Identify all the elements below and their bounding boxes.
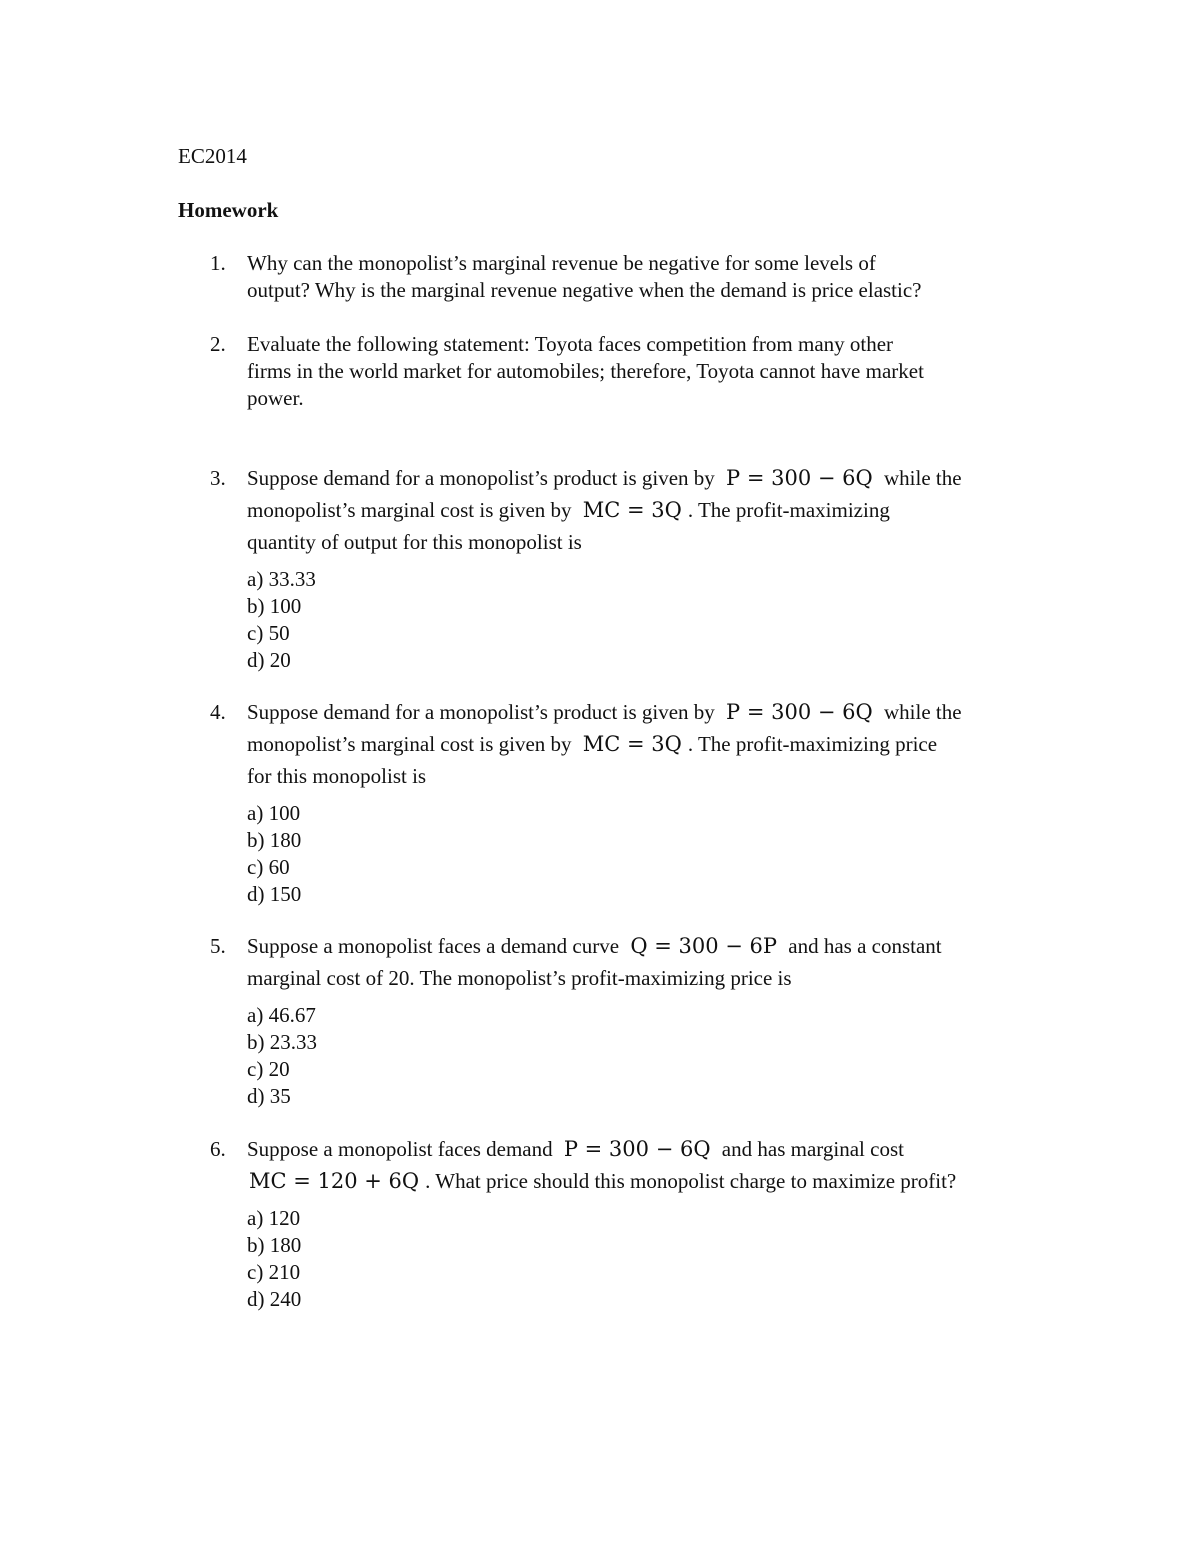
text-segment: monopolist’s marginal cost is given by [247, 732, 572, 756]
question-4 [210, 696, 1030, 908]
question-line: quantity of output for this monopolist is [247, 530, 582, 554]
question-line: marginal cost of 20. The monopolist’s profit-maximizing price is [247, 966, 792, 990]
question-text [247, 930, 1030, 994]
text-segment: monopolist’s marginal cost is given by [247, 498, 572, 522]
answer-option: b) 23.33 [247, 1030, 317, 1054]
page-title: Homework [178, 198, 279, 222]
question-6 [210, 1133, 1030, 1313]
text-segment: . What price should this monopolist charge to maximize profit? [425, 1169, 957, 1193]
marginal-cost-equation: MC = 3Q [582, 732, 682, 756]
question-text [247, 696, 1030, 792]
answer-options [247, 1002, 1030, 1110]
answer-option: c) 60 [247, 855, 290, 879]
answer-option: d) 35 [247, 1084, 291, 1108]
answer-options [247, 800, 1030, 908]
question-line: Why can the monopolist’s marginal revenue be negative for some levels of [247, 251, 876, 275]
question-line [247, 462, 1030, 494]
question-2 [210, 331, 1030, 412]
question-line: power. [247, 386, 304, 410]
question-number: 4. [210, 700, 226, 724]
question-line [247, 930, 1030, 962]
demand-equation: P = 300 − 6Q [726, 466, 873, 490]
text-segment: and has marginal cost [721, 1137, 904, 1161]
answer-option: a) 46.67 [247, 1003, 316, 1027]
question-line: Evaluate the following statement: Toyota faces competition from many other [247, 332, 894, 356]
question-line: output? Why is the marginal revenue negative when the demand is price elastic? [247, 278, 922, 302]
text-segment: . The profit-maximizing [687, 498, 890, 522]
question-1 [210, 250, 1030, 304]
course-code: EC2014 [178, 144, 247, 168]
question-text [247, 331, 1030, 412]
answer-option: d) 20 [247, 648, 291, 672]
demand-equation: P = 300 − 6Q [563, 1137, 711, 1161]
text-segment: and has a constant [788, 934, 942, 958]
question-number: 3. [210, 466, 226, 490]
question-line [247, 1165, 1030, 1197]
answer-option: a) 33.33 [247, 567, 316, 591]
text-segment: Suppose a monopolist faces demand [247, 1137, 553, 1161]
question-number: 2. [210, 332, 226, 356]
marginal-cost-equation: MC = 120 + 6Q [249, 1169, 420, 1193]
text-segment: Suppose demand for a monopolist’s product is given by [247, 700, 715, 724]
answer-option: a) 120 [247, 1206, 301, 1230]
answer-option: b) 180 [247, 828, 302, 852]
answer-option: d) 240 [247, 1287, 302, 1311]
text-segment: while the [883, 700, 962, 724]
question-3 [210, 462, 1030, 674]
answer-option: c) 20 [247, 1057, 290, 1081]
answer-option: b) 180 [247, 1233, 302, 1257]
answer-option: c) 50 [247, 621, 290, 645]
question-line [247, 494, 1030, 526]
answer-options [247, 1205, 1030, 1313]
marginal-cost-equation: MC = 3Q [582, 498, 682, 522]
text-segment: . The profit-maximizing price [687, 732, 938, 756]
text-segment: while the [883, 466, 962, 490]
answer-options [247, 566, 1030, 674]
question-line: for this monopolist is [247, 764, 427, 788]
text-segment: Suppose a monopolist faces a demand curve [247, 934, 620, 958]
question-text [247, 250, 1030, 304]
demand-equation: P = 300 − 6Q [726, 700, 873, 724]
demand-equation: Q = 300 − 6P [630, 934, 778, 958]
question-text [247, 1133, 1030, 1197]
answer-option: c) 210 [247, 1260, 301, 1284]
text-segment: Suppose demand for a monopolist’s product is given by [247, 466, 715, 490]
answer-option: b) 100 [247, 594, 302, 618]
question-number: 5. [210, 934, 226, 958]
question-line: firms in the world market for automobiles; therefore, Toyota cannot have market [247, 359, 924, 383]
question-number: 1. [210, 251, 226, 275]
question-text [247, 462, 1030, 558]
question-line [247, 1133, 1030, 1165]
question-line [247, 728, 1030, 760]
question-line [247, 696, 1030, 728]
answer-option: a) 100 [247, 801, 301, 825]
answer-option: d) 150 [247, 882, 302, 906]
question-number: 6. [210, 1137, 226, 1161]
question-5 [210, 930, 1030, 1110]
